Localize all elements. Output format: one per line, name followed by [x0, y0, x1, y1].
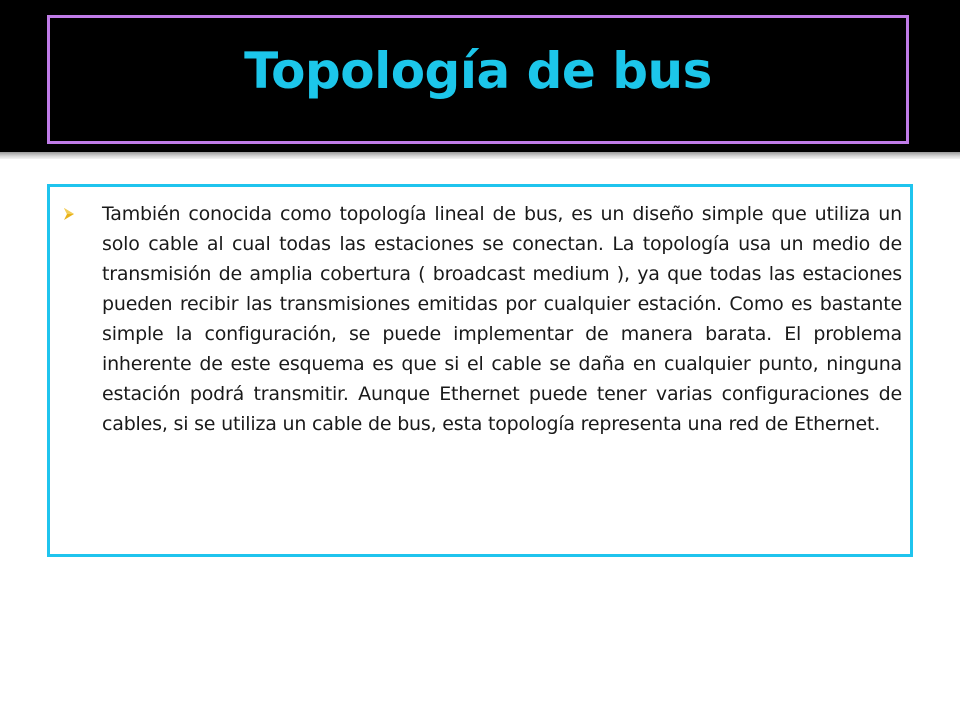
content-placeholder [47, 184, 913, 557]
bullet-item [62, 199, 902, 439]
title-placeholder [47, 15, 909, 144]
header-divider [0, 152, 960, 159]
arrow-bullet-icon [62, 199, 102, 229]
bullet-text: También conocida como topología lineal de bus, es un diseño simple que utiliza un solo cable al cual todas las estaciones se conectan. La topología usa un medio de transmisión de amplia cobertura ( broadcast medium ), ya que todas las estaciones pueden recibir las transmisiones emitidas por cualquier estación. Como es bastante simple la configuración, se puede implementar de manera barata. El problema inherente de este esquema es que si el cable se daña en cualquier punto, ninguna estación podrá transmitir. Aunque Ethernet puede tener varias configuraciones de cables, si se utiliza un cable de bus, esta topología representa una red de Ethernet. [102, 203, 902, 435]
slide-title: Topología de bus [244, 41, 712, 100]
